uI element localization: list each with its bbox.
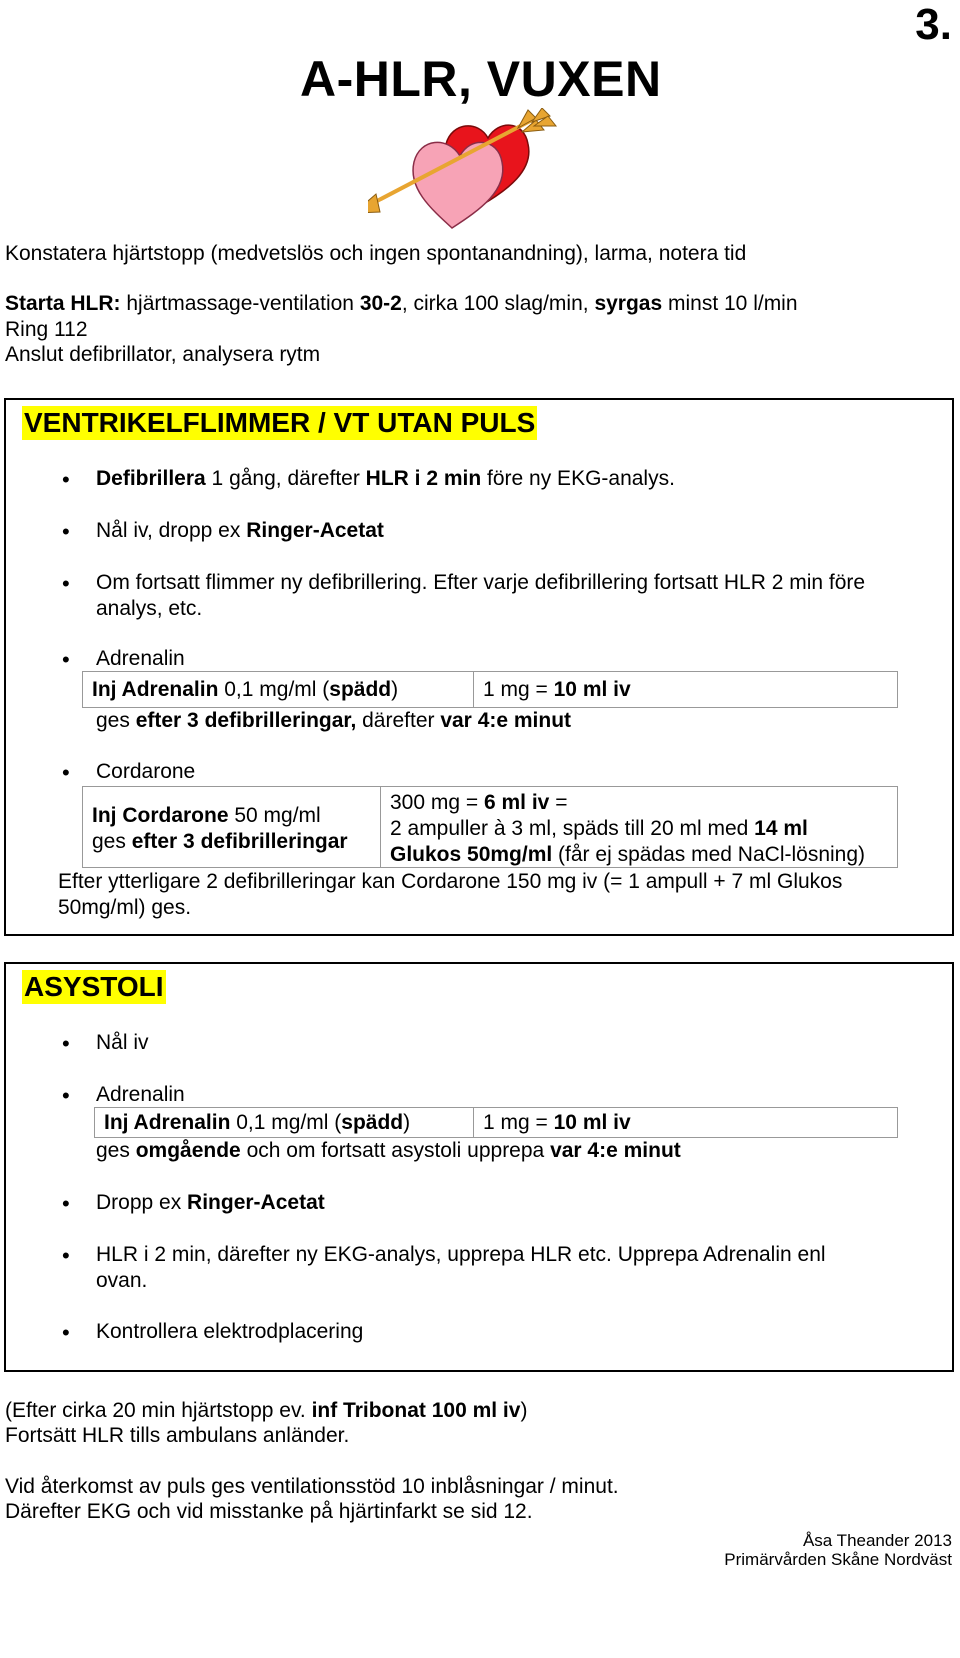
vf-adr-dose-bold: 10 ml iv — [553, 678, 631, 701]
vf-item-3-line-2: analys, etc. — [96, 597, 203, 620]
footer-org: Primärvården Skåne Nordväst — [724, 1550, 952, 1569]
asystoli-item-adrenalin-label: Adrenalin — [96, 1083, 185, 1106]
asy-adr-bold-2: spädd — [341, 1111, 404, 1134]
note-p1-text-2: ) — [520, 1399, 528, 1422]
vf-cordarone-table — [82, 786, 898, 868]
vf-adr-given-bold-1: efter 3 defibrilleringar, — [135, 709, 357, 732]
vf-item-1-text-1: 1 gång, därefter — [205, 467, 366, 490]
bullet-icon: • — [62, 1243, 70, 1268]
vf-adr-bold-1: Inj Adrenalin — [92, 678, 219, 701]
intro-line-2-text-2: , cirka 100 slag/min, — [401, 292, 595, 315]
bullet-icon: • — [62, 571, 70, 596]
vf-cord-dose-line-1 — [390, 790, 888, 816]
footer — [724, 1531, 952, 1569]
vf-section — [4, 398, 954, 936]
vf-cord-r1-bold: 6 ml iv — [483, 791, 550, 814]
vf-item-defibrillate — [96, 466, 938, 492]
vf-cord-r2-text: 2 ampuller à 3 ml, späds till 20 ml med — [390, 817, 755, 840]
vf-adr-given-text-2: därefter — [356, 709, 441, 732]
intro-line-2-text-1: hjärtmassage-ventilation — [120, 292, 360, 315]
asy-i4-line-2: ovan. — [96, 1269, 148, 1292]
bullet-icon: • — [62, 760, 70, 785]
note-pulse-return: Vid återkomst av puls ges ventilationsstöd 10 inblåsningar / minut. — [5, 1475, 619, 1498]
intro-line-4: Anslut defibrillator, analysera rytm — [5, 343, 321, 366]
vf-cord-r3-bold: Glukos 50mg/ml — [390, 843, 553, 866]
vf-cordarone-after — [58, 869, 842, 921]
vf-cord-bold-1: Inj Cordarone — [92, 804, 229, 827]
vf-adrenalin-injection-cell — [83, 672, 473, 707]
vf-item-2-text: Nål iv, dropp ex — [96, 519, 247, 542]
hearts-with-arrow-icon — [368, 108, 574, 243]
intro-line-3: Ring 112 — [5, 318, 88, 341]
vf-adrenalin-given — [96, 708, 938, 734]
bullet-icon: • — [62, 519, 70, 544]
asy-given-bold-1: omgående — [135, 1139, 241, 1162]
vf-heading: VENTRIKELFLIMMER / VT UTAN PULS — [24, 407, 536, 438]
asystoli-adrenalin-dose-cell — [473, 1108, 897, 1137]
asy-adr-text-1: 0,1 mg/ml ( — [230, 1111, 342, 1134]
intro-line-2 — [5, 291, 798, 317]
bullet-icon: • — [62, 647, 70, 672]
asystoli-item-hlr — [96, 1242, 938, 1294]
asy-given-bold-2: var 4:e minut — [550, 1139, 681, 1162]
bullet-icon: • — [62, 467, 70, 492]
vf-adrenalin-dose-cell — [473, 672, 897, 707]
vf-cordarone-injection-cell — [83, 787, 380, 867]
asystoli-section — [4, 962, 954, 1372]
asy-i3-bold: Ringer-Acetat — [187, 1191, 325, 1214]
vf-cord-r3-text: (får ej spädas med NaCl-lösning) — [552, 843, 866, 866]
vf-cord-r1-text-2: = — [549, 791, 568, 814]
vf-after-line-1: Efter ytterligare 2 defibrilleringar kan Cordarone 150 mg iv (= 1 ampull + 7 ml Glukos — [58, 870, 843, 893]
intro-line-2-bold-2: 30-2 — [359, 292, 402, 315]
asy-adr-dose-bold: 10 ml iv — [553, 1111, 631, 1134]
page-title: A-HLR, VUXEN — [300, 51, 662, 107]
asystoli-adrenalin-table-row — [94, 1107, 898, 1138]
vf-cordarone-dose-cell — [380, 787, 897, 867]
asy-adr-dose-text: 1 mg = — [483, 1111, 554, 1134]
vf-adr-text-1: 0,1 mg/ml ( — [218, 678, 330, 701]
asystoli-item-iv: Nål iv — [96, 1031, 149, 1054]
vf-cord-r2-bold: 14 ml — [754, 817, 808, 840]
vf-cord-dose-line-2 — [390, 816, 888, 842]
vf-item-continued-flimmer — [96, 570, 938, 622]
vf-item-adrenalin-label: Adrenalin — [96, 647, 185, 670]
vf-item-1-bold-2: HLR i 2 min — [365, 467, 482, 490]
vf-cord-dose-line-3 — [390, 842, 888, 868]
vf-item-2-bold: Ringer-Acetat — [246, 519, 384, 542]
intro-line-2-bold-1: Starta HLR: — [5, 292, 121, 315]
asy-adr-text-2: ) — [403, 1111, 411, 1134]
note-continue-hlr: Fortsätt HLR tills ambulans anländer. — [5, 1424, 350, 1447]
asy-adr-bold-1: Inj Adrenalin — [104, 1111, 231, 1134]
vf-adr-given-bold-2: var 4:e minut — [440, 709, 572, 732]
vf-adr-given-text-1: ges — [96, 709, 136, 732]
vf-adr-bold-2: spädd — [329, 678, 392, 701]
vf-item-cordarone-label: Cordarone — [96, 760, 196, 783]
vf-cord-line-2 — [92, 829, 371, 855]
asystoli-item-electrode: Kontrollera elektrodplacering — [96, 1320, 364, 1343]
asystoli-item-drip — [96, 1190, 938, 1216]
vf-cord-line-1 — [92, 803, 371, 829]
vf-adrenalin-table-row — [82, 671, 898, 708]
asy-i4-line-1: HLR i 2 min, därefter ny EKG-analys, upprepa HLR etc. Upprepa Adrenalin enl — [96, 1243, 826, 1266]
vf-cord-r1-text: 300 mg = — [390, 791, 484, 814]
intro-line-2-bold-3: syrgas — [594, 292, 663, 315]
bullet-icon: • — [62, 1083, 70, 1108]
vf-cord-text-2: ges — [92, 830, 132, 853]
note-p1-text-1: (Efter cirka 20 min hjärtstopp ev. — [5, 1399, 312, 1422]
asy-given-text-1: ges — [96, 1139, 136, 1162]
page-number: 3. — [915, 0, 952, 49]
bullet-icon: • — [62, 1191, 70, 1216]
vf-adr-text-2: ) — [391, 678, 399, 701]
asystoli-heading: ASYSTOLI — [24, 971, 164, 1002]
bullet-icon: • — [62, 1320, 70, 1345]
asystoli-adrenalin-given — [96, 1138, 938, 1164]
asystoli-adrenalin-injection-cell — [95, 1108, 473, 1137]
asy-given-text-2: och om fortsatt asystoli upprepa — [240, 1139, 551, 1162]
bullet-icon: • — [62, 1031, 70, 1056]
vf-cord-text-1: 50 mg/ml — [228, 804, 321, 827]
intro-line-1: Konstatera hjärtstopp (medvetslös och ingen spontanandning), larma, notera tid — [5, 242, 747, 265]
footer-author: Åsa Theander 2013 — [802, 1531, 952, 1550]
vf-after-line-2: 50mg/ml) ges. — [58, 896, 192, 919]
vf-item-1-bold-1: Defibrillera — [96, 467, 206, 490]
note-ekg: Därefter EKG och vid misstanke på hjärtinfarkt se sid 12. — [5, 1500, 533, 1523]
vf-item-iv-drip — [96, 518, 938, 544]
vf-item-3-line-1: Om fortsatt flimmer ny defibrillering. Efter varje defibrillering fortsatt HLR 2 min före — [96, 571, 866, 594]
vf-cord-bold-2: efter 3 defibrilleringar — [131, 830, 348, 853]
vf-item-1-text-2: före ny EKG-analys. — [481, 467, 675, 490]
vf-adr-dose-text: 1 mg = — [483, 678, 554, 701]
note-tribonat — [5, 1398, 527, 1424]
note-p1-bold: inf Tribonat 100 ml iv — [311, 1399, 521, 1422]
asy-i3-text: Dropp ex — [96, 1191, 188, 1214]
intro-line-2-text-3: minst 10 l/min — [662, 292, 798, 315]
